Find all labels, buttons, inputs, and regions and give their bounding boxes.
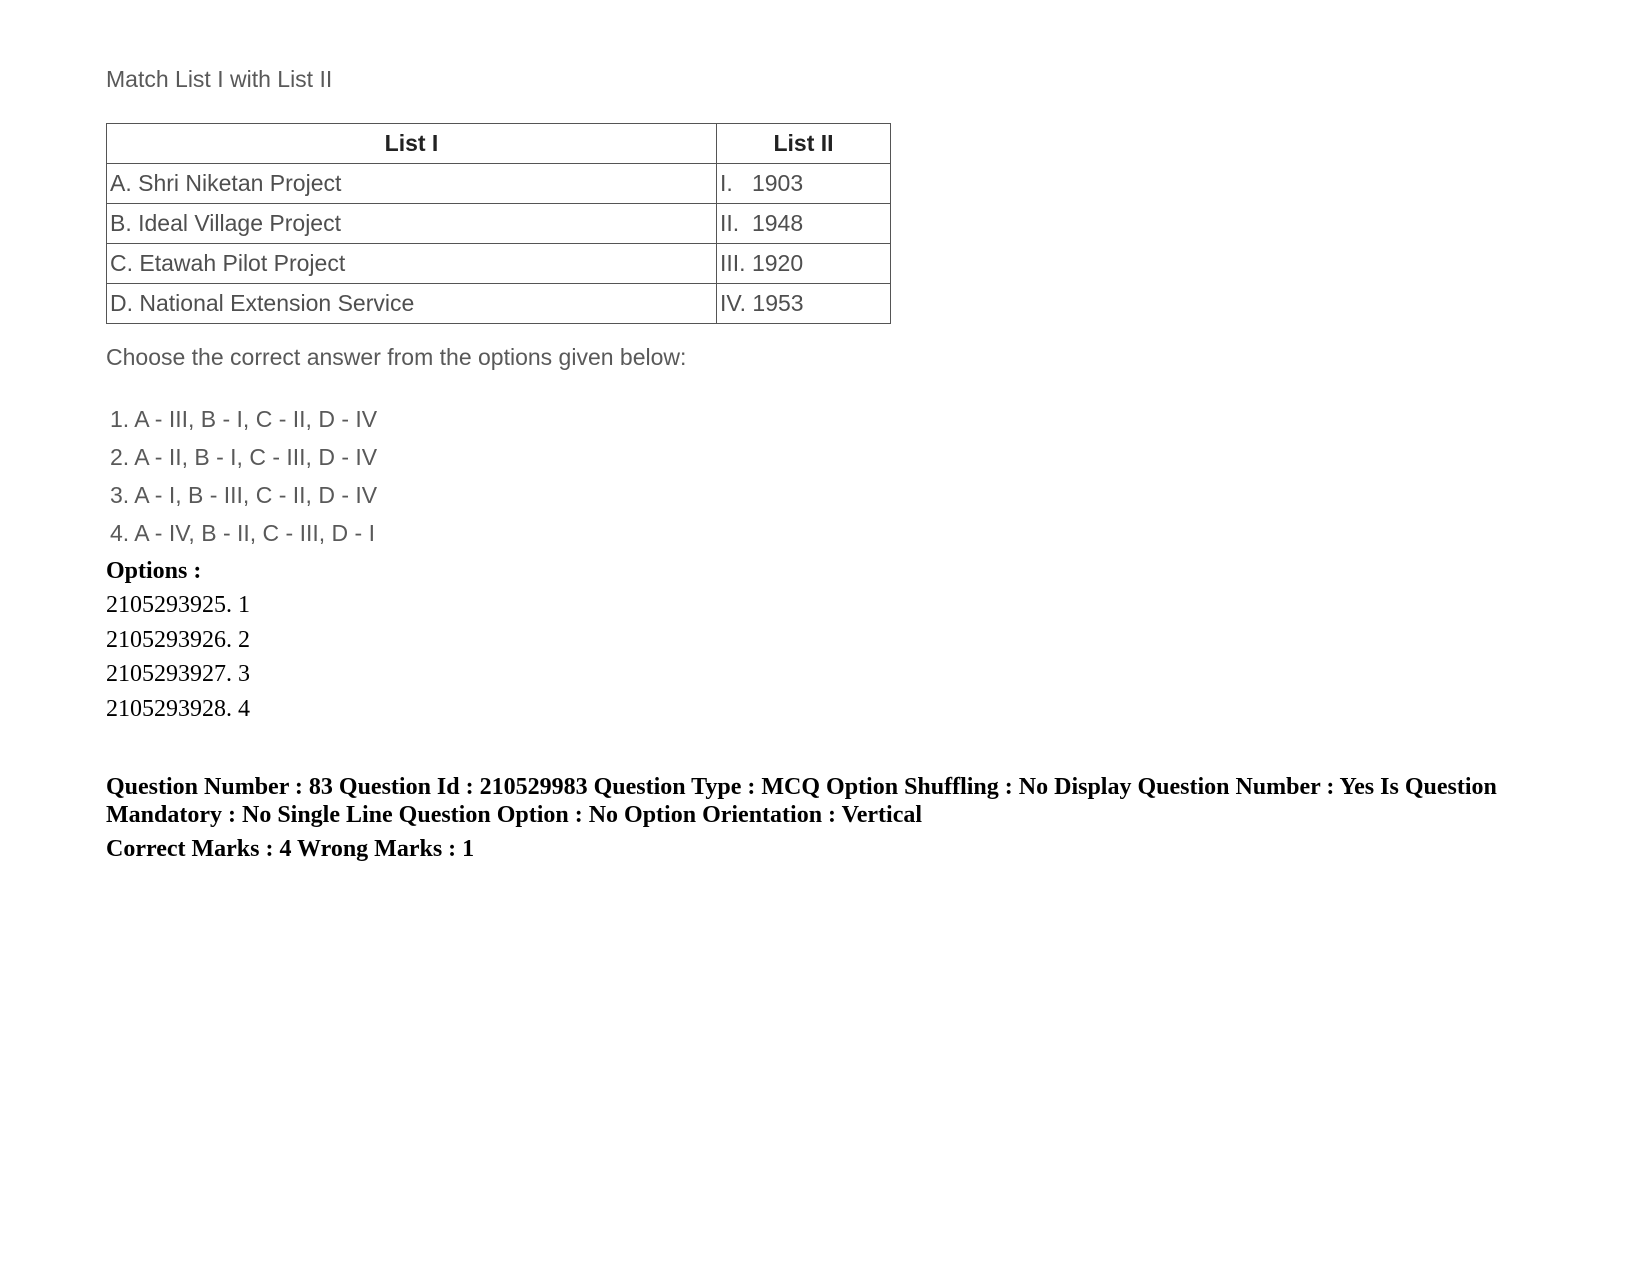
- table-cell-list-1: B. Ideal Village Project: [107, 204, 717, 244]
- option-item: 2105293926. 2: [106, 626, 250, 653]
- table-cell-list-2: III. 1920: [717, 244, 891, 284]
- table-cell-list-1: A. Shri Niketan Project: [107, 164, 717, 204]
- table-row: [107, 244, 891, 284]
- option-item: 2105293928. 4: [106, 695, 250, 722]
- table-cell-list-1: D. National Extension Service: [107, 284, 717, 324]
- table-header-list-2: List II: [717, 124, 891, 164]
- match-table: [106, 123, 891, 324]
- table-cell-list-2: II. 1948: [717, 204, 891, 244]
- question-instruction: Choose the correct answer from the options given below:: [106, 344, 687, 370]
- option-item: 2105293925. 1: [106, 592, 250, 618]
- question-title: Match List I with List II: [106, 66, 333, 92]
- table-row: [107, 204, 891, 244]
- table-cell-list-1: C. Etawah Pilot Project: [107, 244, 717, 284]
- options-label: Options :: [106, 558, 202, 584]
- answer-choice: 4. A - IV, B - II, C - III, D - I: [110, 520, 375, 546]
- question-metadata: Question Number : 83 Question Id : 210529983 Question Type : MCQ Option Shuffling : No Display Question Number : Yes Is Question Mandatory : No Single Line Question Option : No Option Orientation : Vertical: [106, 774, 1497, 828]
- answer-choices: [110, 404, 377, 556]
- answer-choice: 3. A - I, B - III, C - II, D - IV: [110, 482, 378, 508]
- answer-choice: 1. A - III, B - I, C - II, D - IV: [110, 406, 378, 432]
- table-header-row: [107, 124, 891, 164]
- option-item: 2105293927. 3: [106, 661, 250, 687]
- options-list: [106, 590, 250, 728]
- table-cell-list-2: IV. 1953: [717, 284, 891, 324]
- table-cell-list-2: I. 1903: [717, 164, 891, 204]
- table-row: [107, 164, 891, 204]
- question-marks: Correct Marks : 4 Wrong Marks : 1: [106, 836, 475, 862]
- answer-choice: 2. A - II, B - I, C - III, D - IV: [110, 444, 378, 470]
- table-header-list-1: List I: [107, 124, 717, 164]
- table-row: [107, 284, 891, 324]
